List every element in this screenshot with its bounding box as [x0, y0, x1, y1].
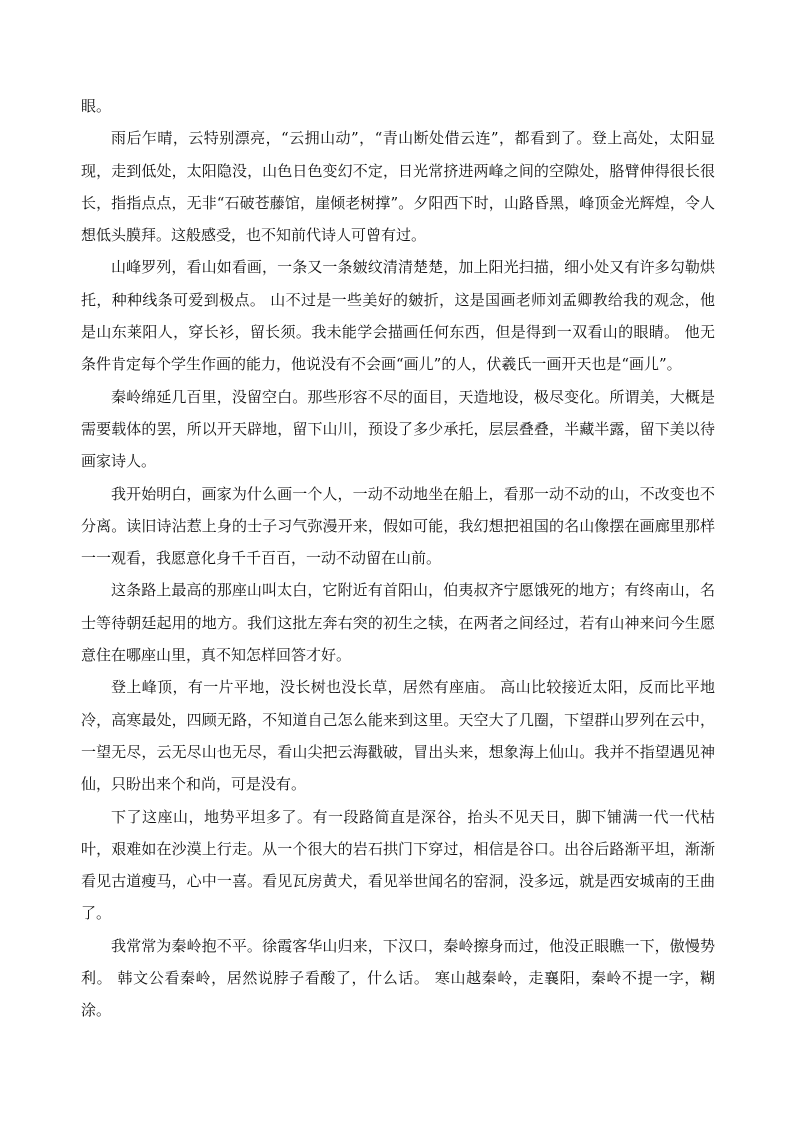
document-body — [81, 90, 715, 1027]
paragraph: 这条路上最高的那座山叫太白，它附近有首阳山，伯夷叔齐宁愿饿死的地方；有终南山，名士等待朝廷起用的地方。我们这批左奔右突的初生之犊，在两者之间经过，若有山神来问今生愿意住在哪座山里，真不知怎样回答才好。 — [81, 581, 715, 665]
paragraph: 登上峰顶，有一片平地，没长树也没长草，居然有座庙。 高山比较接近太阳，反而比平地冷，高寒最处，四顾无路，不知道自己怎么能来到这里。天空大了几圈，下望群山罗列在云中，一望无尽，云无尽山也无尽，看山尖把云海戳破，冒出头来，想象海上仙山。我并不指望遇见神仙，只盼出来个和尚，可是没有。 — [81, 678, 715, 794]
paragraph: 雨后乍晴，云特别漂亮，“云拥山动”，“青山断处借云连”，都看到了。登上高处，太阳显现，走到低处，太阳隐没，山色日色变幻不定，日光常挤进两峰之间的空隙处，胳臂伸得很长很长，指指点点，无非“石破苍藤馆，崖倾老树撑”。夕阳西下时，山路昏黑，峰顶金光辉煌，令人想低头膜拜。这般感受，也不知前代诗人可曾有过。 — [81, 129, 715, 245]
paragraph: 山峰罗列，看山如看画，一条又一条皴纹清清楚楚，加上阳光扫描，细小处又有许多勾勒烘托，种种线条可爱到极点。 山不过是一些美好的皴折，这是国画老师刘孟卿教给我的观念，他是山东莱阳人，穿长衫，留长须。我未能学会描画任何东西，但是得到一双看山的眼睛。 他无条件肯定每个学生作画的能力，他说没有不会画“画儿”的人，伏羲氏一画开天也是“画儿”。 — [81, 258, 715, 374]
paragraph: 我开始明白，画家为什么画一个人，一动不动地坐在船上，看那一动不动的山，不改变也不分离。读旧诗沾惹上身的士子习气弥漫开来，假如可能，我幻想把祖国的名山像摆在画廊里那样一一观看，我愿意化身千千百百，一动不动留在山前。 — [81, 484, 715, 568]
paragraph: 秦岭绵延几百里，没留空白。那些形容不尽的面目，天造地设，极尽变化。所谓美，大概是需要载体的罢，所以开天辟地，留下山川，预设了多少承托，层层叠叠，半藏半露，留下美以待画家诗人。 — [81, 387, 715, 471]
paragraph-continued: 眼。 — [81, 97, 112, 115]
paragraph: 我常常为秦岭抱不平。徐霞客华山归来，下汉口，秦岭擦身而过，他没正眼瞧一下，傲慢势利。 韩文公看秦岭，居然说脖子看酸了，什么话。 寒山越秦岭，走襄阳，秦岭不提一字，糊涂。 — [81, 936, 715, 1020]
paragraph: 下了这座山，地势平坦多了。有一段路简直是深谷，抬头不见天日，脚下铺满一代一代枯叶，艰难如在沙漠上行走。从一个很大的岩石拱门下穿过，相信是谷口。出谷后路渐平坦，渐渐看见古道瘦马，心中一喜。看见瓦房黄犬，看见举世闻名的窑洞，没多远，就是西安城南的王曲了。 — [81, 807, 715, 923]
